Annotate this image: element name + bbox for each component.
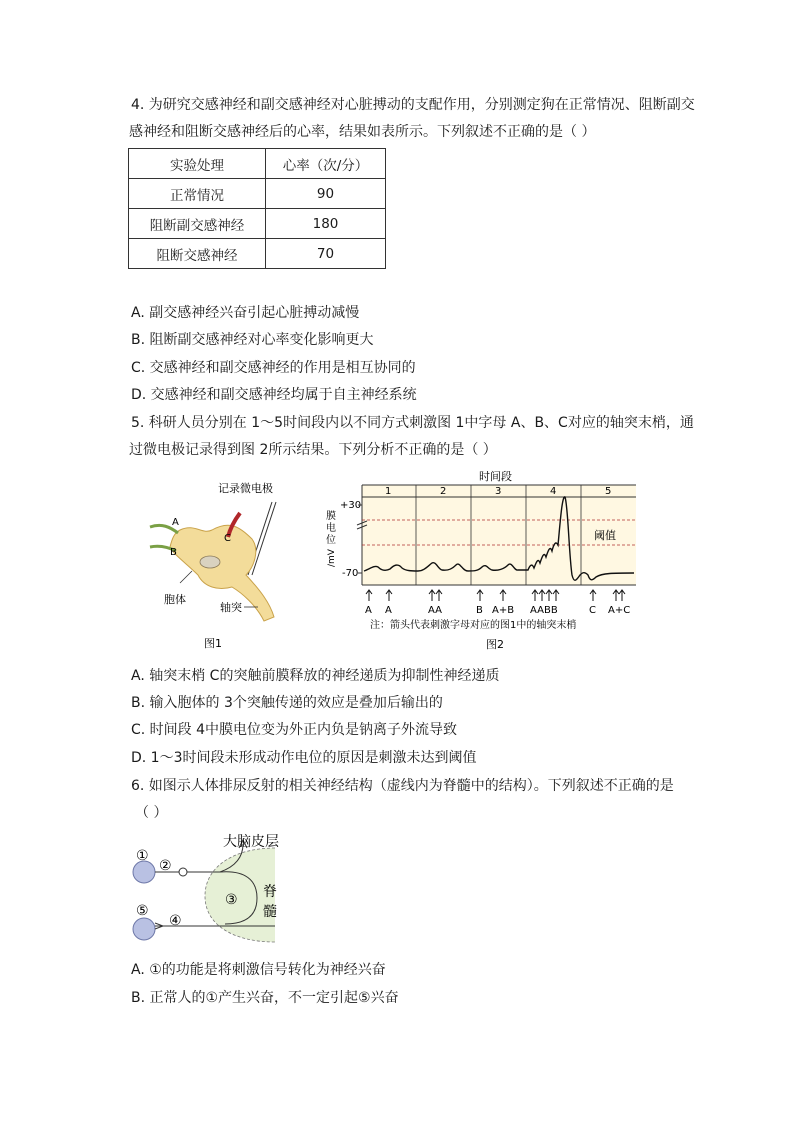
arrow-icon (429, 590, 435, 601)
label-axon: 轴突 (220, 601, 242, 614)
y-tick-bottom: -70 (342, 568, 359, 579)
arrow-icon (539, 590, 545, 601)
label-cortex: 大脑皮层 (223, 834, 279, 850)
q4-stem-line2: 感神经和阻断交感神经后的心率，结果如表所示。下列叙述不正确的是（ ） (129, 124, 596, 140)
table-cell: 阻断副交感神经 (129, 209, 266, 239)
label-cell-body: 胞体 (164, 593, 186, 606)
ylabel-unit: /mV (327, 549, 337, 567)
heart-rate-table (128, 148, 386, 269)
q5-option-d[interactable]: D. 1～3时间段未形成动作电位的原因是刺激未达到阈值 (131, 750, 477, 766)
label-4: ④ (169, 913, 182, 929)
figure1-caption: 图1 (204, 637, 222, 650)
arrow-icon (386, 590, 392, 601)
stimulus-label: C (589, 605, 596, 616)
ganglion-circle (179, 868, 187, 876)
arrow-icon (436, 590, 442, 601)
label-electrode: 记录微电极 (218, 482, 273, 495)
period-label: 2 (440, 486, 447, 497)
table-header: 心率（次/分） (266, 149, 386, 179)
q5-option-c[interactable]: C. 时间段 4中膜电位变为外正内负是钠离子外流导致 (131, 722, 458, 738)
table-header: 实验处理 (129, 149, 266, 179)
table-header-row (129, 149, 386, 179)
stimulus-label: A+B (492, 605, 515, 616)
q6-stem-line1: 6. 如图示人体排尿反射的相关神经结构（虚线内为脊髓中的结构）。下列叙述不正确的是 (131, 778, 674, 794)
stimulus-label: AABB (530, 605, 558, 616)
q4-option-b[interactable]: B. 阻断副交感神经对心率变化影响更大 (131, 332, 374, 348)
table-cell: 180 (266, 209, 386, 239)
stimulus-label: A+C (608, 605, 631, 616)
q5-option-a[interactable]: A. 轴突末梢 C的突触前膜释放的神经递质为抑制性神经递质 (131, 668, 500, 684)
arrow-icon (619, 590, 625, 601)
arrow-icon (366, 590, 372, 601)
arrow-icon (553, 590, 559, 601)
table-cell: 70 (266, 239, 386, 269)
table-cell: 90 (266, 179, 386, 209)
table-row (129, 239, 386, 269)
table-row (129, 179, 386, 209)
q4-option-a[interactable]: A. 副交感神经兴奋引起心脏搏动减慢 (131, 305, 360, 321)
label-a: A (172, 517, 179, 528)
q5-option-b[interactable]: B. 输入胞体的 3个突触传递的效应是叠加后输出的 (131, 695, 443, 711)
q6-option-b[interactable]: B. 正常人的①产生兴奋，不一定引起⑤兴奋 (131, 990, 399, 1006)
period-label: 3 (495, 486, 502, 497)
table-row (129, 209, 386, 239)
stimulus-label: AA (428, 605, 442, 616)
figure2-caption: 图2 (486, 638, 504, 651)
stimulus-label: B (476, 605, 483, 616)
table-cell: 阻断交感神经 (129, 239, 266, 269)
figure-reflex-arc (125, 826, 305, 950)
label-5: ⑤ (136, 903, 149, 919)
period-label: 5 (605, 486, 612, 497)
q5-stem-line1: 5. 科研人员分别在 1～5时间段内以不同方式刺激图 1中字母 A、B、C对应的轴突末梢，通 (131, 415, 694, 431)
period-label: 1 (385, 486, 392, 497)
arrow-icon (546, 590, 552, 601)
arrow-icon (613, 590, 619, 601)
q6-stem-line2: （ ） (135, 805, 168, 821)
figure2-title: 时间段 (479, 470, 512, 483)
period-label: 4 (550, 486, 557, 497)
arrow-icon (477, 590, 483, 601)
label-1: ① (136, 848, 149, 864)
threshold-label: 阈值 (594, 529, 616, 542)
q4-option-c[interactable]: C. 交感神经和副交感神经的作用是相互协同的 (131, 360, 416, 376)
q5-stem-line2: 过微电极记录得到图 2所示结果。下列分析不正确的是（ ） (129, 442, 497, 458)
effector-circle (133, 918, 155, 940)
arrow-icon (500, 590, 506, 601)
figure2-membrane-potential (318, 465, 648, 655)
label-2: ② (159, 858, 172, 874)
stimulus-label: A (385, 605, 392, 616)
ylabel-char: 位 (326, 535, 336, 546)
y-tick-top: +30 (340, 500, 362, 511)
ylabel-char: 电 (326, 523, 336, 534)
label-c: C (224, 533, 231, 544)
figure2-note: 注：箭头代表刺激字母对应的图1中的轴突末梢 (370, 620, 577, 631)
q4-option-d[interactable]: D. 交感神经和副交感神经均属于自主神经系统 (131, 387, 417, 403)
receptor-circle (133, 861, 155, 883)
q6-option-a[interactable]: A. ①的功能是将刺激信号转化为神经兴奋 (131, 962, 386, 978)
ylabel-char: 膜 (326, 511, 336, 522)
arrow-icon (590, 590, 596, 601)
electrode-line (252, 502, 276, 575)
stimulus-label: A (365, 605, 372, 616)
stimulus-arrows (366, 590, 625, 601)
label-spine: 脊 (263, 884, 277, 900)
arrow-icon (532, 590, 538, 601)
q4-stem-line1: 4. 为研究交感神经和副交感神经对心脏搏动的支配作用，分别测定狗在正常情况、阻断副交 (131, 97, 695, 113)
label-b: B (170, 547, 177, 558)
nucleus-shape (200, 556, 220, 568)
table-cell: 正常情况 (129, 179, 266, 209)
figure1-neuron (140, 475, 300, 655)
label-spine: 髓 (263, 904, 277, 920)
leader-line (180, 571, 192, 583)
label-3: ③ (225, 892, 238, 908)
